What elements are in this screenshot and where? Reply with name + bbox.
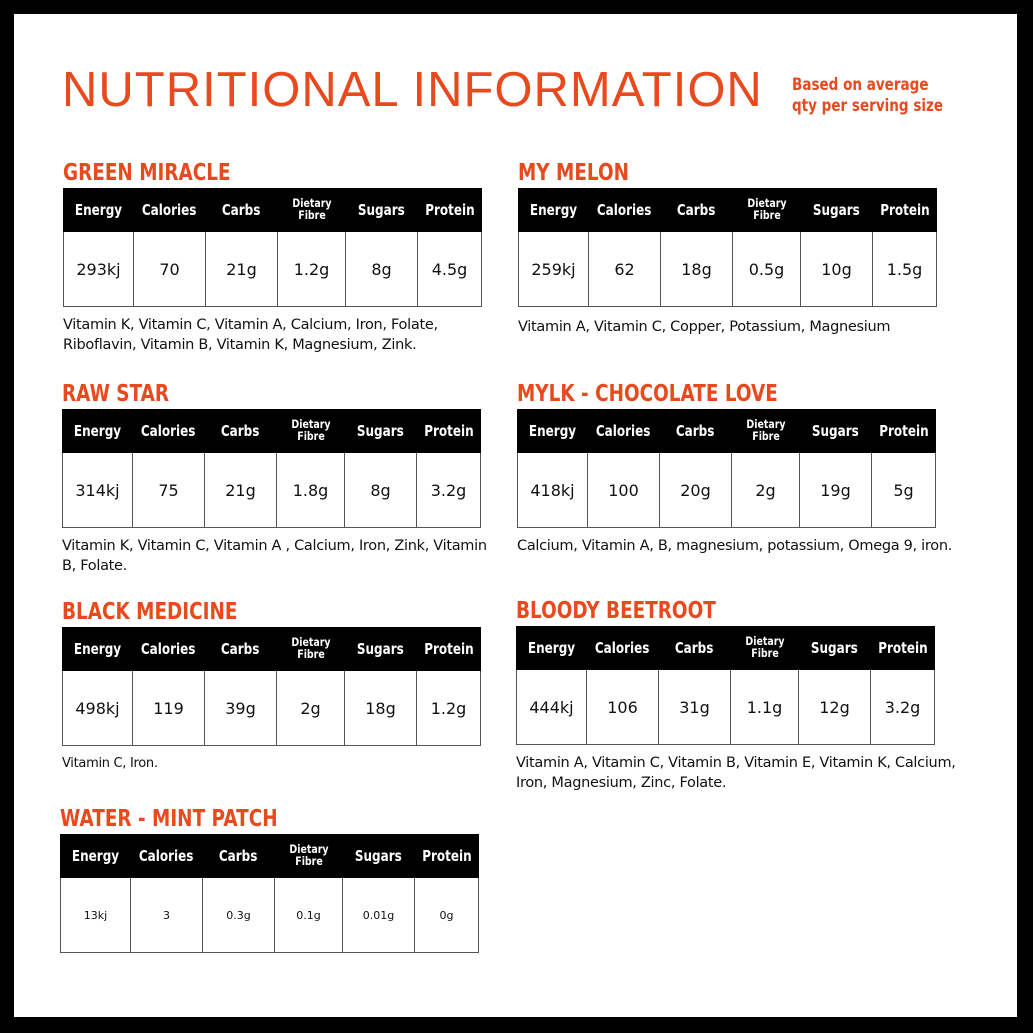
cell-sugars: 10g xyxy=(801,232,873,307)
header-protein: Protein xyxy=(873,189,937,232)
product-title: WATER - MINT PATCH xyxy=(60,806,278,832)
cell-protein: 1.5g xyxy=(873,232,937,307)
header-energy: Energy xyxy=(518,410,588,453)
header-protein: Protein xyxy=(871,627,935,670)
cell-protein: 1.2g xyxy=(417,671,481,746)
cell-carbs: 31g xyxy=(659,670,731,745)
header-carbs: Carbs xyxy=(203,835,275,878)
header-carbs: Carbs xyxy=(660,410,732,453)
table-header-row xyxy=(61,835,479,878)
header-sugars: Sugars xyxy=(343,835,415,878)
product-bloody-beetroot xyxy=(516,596,956,793)
vitamins-note: Vitamin C, Iron. xyxy=(62,756,158,771)
product-black-medicine xyxy=(62,597,502,774)
header-energy: Energy xyxy=(519,189,589,232)
nutrition-sheet xyxy=(14,14,1017,1017)
header-energy: Energy xyxy=(61,835,131,878)
cell-carbs: 18g xyxy=(661,232,733,307)
cell-energy: 418kj xyxy=(518,453,588,528)
cell-dietary-fibre: 0.5g xyxy=(733,232,801,307)
table-row xyxy=(63,453,481,528)
cell-dietary-fibre: 2g xyxy=(277,671,345,746)
header-dietary-fibre: Dietary Fibre xyxy=(277,410,345,453)
cell-sugars: 18g xyxy=(345,671,417,746)
header-sugars: Sugars xyxy=(799,627,871,670)
table-header-row xyxy=(63,410,481,453)
cell-carbs: 0.3g xyxy=(203,878,275,953)
header-calories: Calories xyxy=(589,189,661,232)
header-energy: Energy xyxy=(63,628,133,671)
header-carbs: Carbs xyxy=(205,410,277,453)
product-title: GREEN MIRACLE xyxy=(63,160,231,186)
serving-note-line-2: qty per serving size xyxy=(792,96,944,115)
cell-calories: 3 xyxy=(131,878,203,953)
vitamins-note: Vitamin A, Vitamin C, Vitamin B, Vitamin E, Vitamin K, Calcium, Iron, Magnesium, Zinc, Folate. xyxy=(516,755,956,791)
table-row xyxy=(518,453,936,528)
header-sugars: Sugars xyxy=(345,410,417,453)
product-title: BLACK MEDICINE xyxy=(62,599,238,625)
cell-energy: 259kj xyxy=(519,232,589,307)
header-sugars: Sugars xyxy=(800,410,872,453)
serving-note-line-1: Based on average xyxy=(792,75,929,94)
cell-carbs: 20g xyxy=(660,453,732,528)
header-energy: Energy xyxy=(64,189,134,232)
vitamins-note: Vitamin K, Vitamin C, Vitamin A, Calcium, Iron, Folate, Riboflavin, Vitamin B, Vitamin K, Magnesium, Zink. xyxy=(63,317,438,353)
header-dietary-fibre: Dietary Fibre xyxy=(275,835,343,878)
header-protein: Protein xyxy=(872,410,936,453)
cell-protein: 3.2g xyxy=(871,670,935,745)
cell-dietary-fibre: 0.1g xyxy=(275,878,343,953)
product-water-mint-patch xyxy=(60,804,479,953)
header-calories: Calories xyxy=(134,189,206,232)
cell-carbs: 21g xyxy=(205,453,277,528)
cell-calories: 106 xyxy=(587,670,659,745)
product-raw-star xyxy=(62,379,502,576)
cell-dietary-fibre: 1.8g xyxy=(277,453,345,528)
cell-sugars: 8g xyxy=(345,453,417,528)
header-dietary-fibre: Dietary Fibre xyxy=(733,189,801,232)
header-energy: Energy xyxy=(517,627,587,670)
nutrition-table xyxy=(60,834,479,953)
header-carbs: Carbs xyxy=(205,628,277,671)
vitamins-note: Vitamin A, Vitamin C, Copper, Potassium, Magnesium xyxy=(518,319,891,335)
product-title: BLOODY BEETROOT xyxy=(516,598,716,624)
cell-energy: 13kj xyxy=(61,878,131,953)
header-protein: Protein xyxy=(415,835,479,878)
table-row xyxy=(64,232,482,307)
cell-dietary-fibre: 1.2g xyxy=(278,232,346,307)
product-title: MY MELON xyxy=(518,160,630,186)
cell-calories: 75 xyxy=(133,453,205,528)
product-green-miracle xyxy=(63,158,503,355)
vitamins-note: Vitamin K, Vitamin C, Vitamin A , Calcium, Iron, Zink, Vitamin B, Folate. xyxy=(62,538,487,574)
cell-protein: 0g xyxy=(415,878,479,953)
header-dietary-fibre: Dietary Fibre xyxy=(732,410,800,453)
cell-dietary-fibre: 2g xyxy=(732,453,800,528)
cell-calories: 62 xyxy=(589,232,661,307)
header-calories: Calories xyxy=(587,627,659,670)
header-dietary-fibre: Dietary Fibre xyxy=(277,628,345,671)
cell-carbs: 21g xyxy=(206,232,278,307)
product-mylk-chocolate-love xyxy=(517,379,957,556)
header-sugars: Sugars xyxy=(345,628,417,671)
table-row xyxy=(517,670,935,745)
cell-protein: 4.5g xyxy=(418,232,482,307)
nutrition-table xyxy=(517,409,936,528)
page-title: NUTRITIONAL INFORMATION xyxy=(62,63,763,117)
cell-protein: 5g xyxy=(872,453,936,528)
header-protein: Protein xyxy=(418,189,482,232)
header-sugars: Sugars xyxy=(346,189,418,232)
cell-calories: 100 xyxy=(588,453,660,528)
cell-energy: 293kj xyxy=(64,232,134,307)
cell-sugars: 19g xyxy=(800,453,872,528)
header-calories: Calories xyxy=(588,410,660,453)
product-title: MYLK - CHOCOLATE LOVE xyxy=(517,381,778,407)
table-row xyxy=(61,878,479,953)
header-protein: Protein xyxy=(417,410,481,453)
cell-energy: 498kj xyxy=(63,671,133,746)
header-carbs: Carbs xyxy=(659,627,731,670)
cell-calories: 70 xyxy=(134,232,206,307)
serving-note xyxy=(792,74,943,116)
table-header-row xyxy=(63,628,481,671)
table-row xyxy=(63,671,481,746)
header-carbs: Carbs xyxy=(206,189,278,232)
nutrition-table xyxy=(63,188,482,307)
cell-protein: 3.2g xyxy=(417,453,481,528)
cell-energy: 444kj xyxy=(517,670,587,745)
cell-energy: 314kj xyxy=(63,453,133,528)
cell-carbs: 39g xyxy=(205,671,277,746)
header-sugars: Sugars xyxy=(801,189,873,232)
table-header-row xyxy=(519,189,937,232)
nutrition-table xyxy=(62,627,481,746)
cell-calories: 119 xyxy=(133,671,205,746)
header-protein: Protein xyxy=(417,628,481,671)
header-dietary-fibre: Dietary Fibre xyxy=(278,189,346,232)
header-energy: Energy xyxy=(63,410,133,453)
table-header-row xyxy=(64,189,482,232)
header-calories: Calories xyxy=(133,628,205,671)
table-header-row xyxy=(517,627,935,670)
cell-sugars: 12g xyxy=(799,670,871,745)
table-header-row xyxy=(518,410,936,453)
cell-sugars: 0.01g xyxy=(343,878,415,953)
header-calories: Calories xyxy=(133,410,205,453)
cell-dietary-fibre: 1.1g xyxy=(731,670,799,745)
header-calories: Calories xyxy=(131,835,203,878)
table-row xyxy=(519,232,937,307)
nutrition-table xyxy=(62,409,481,528)
header-dietary-fibre: Dietary Fibre xyxy=(731,627,799,670)
nutrition-table xyxy=(518,188,937,307)
header-carbs: Carbs xyxy=(661,189,733,232)
cell-sugars: 8g xyxy=(346,232,418,307)
nutrition-table xyxy=(516,626,935,745)
product-title: RAW STAR xyxy=(62,381,170,407)
vitamins-note: Calcium, Vitamin A, B, magnesium, potassium, Omega 9, iron. xyxy=(517,538,953,554)
product-my-melon xyxy=(518,158,958,337)
